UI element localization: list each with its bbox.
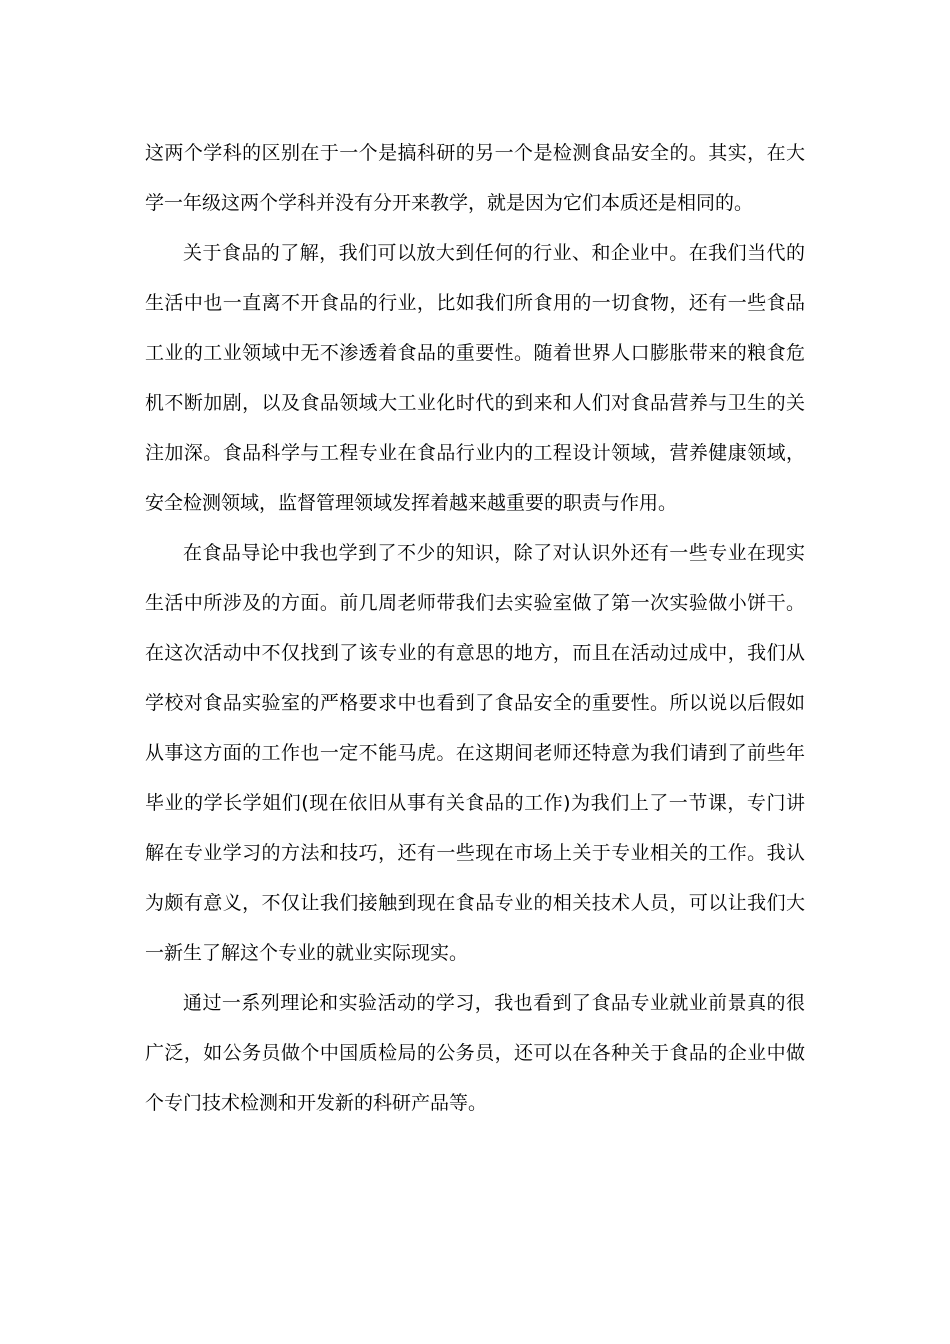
paragraph-4: 通过一系列理论和实验活动的学习，我也看到了食品专业就业前景真的很广泛，如公务员做个中国质检局的公务员，还可以在各种关于食品的企业中做个专门技术检测和开发新的科研产品等。 — [145, 992, 805, 1114]
paragraph-2: 关于食品的了解，我们可以放大到任何的行业、和企业中。在我们当代的生活中也一直离不开食品的行业，比如我们所食用的一切食物，还有一些食品工业的工业领域中无不渗透着食品的重要性。随着世界人口膨胀带来的粮食危机不断加剧，以及食品领域大工业化时代的到来和人们对食品营养与卫生的关注加深。食品科学与工程专业在食品行业内的工程设计领域，营养健康领域，安全检测领域，监督管理领域发挥着越来越重要的职责与作用。 — [145, 242, 805, 514]
document-body — [145, 128, 805, 1128]
paragraph-1: 这两个学科的区别在于一个是搞科研的另一个是检测食品安全的。其实，在大学一年级这两个学科并没有分开来教学，就是因为它们本质还是相同的。 — [145, 142, 805, 214]
paragraph-3: 在食品导论中我也学到了不少的知识，除了对认识外还有一些专业在现实生活中所涉及的方面。前几周老师带我们去实验室做了第一次实验做小饼干。在这次活动中不仅找到了该专业的有意思的地方，而且在活动过成中，我们从学校对食品实验室的严格要求中也看到了食品安全的重要性。所以说以后假如从事这方面的工作也一定不能马虎。在这期间老师还特意为我们请到了前些年毕业的学长学姐们(现在依旧从事有关食品的工作)为我们上了一节课，专门讲解在专业学习的方法和技巧，还有一些现在市场上关于专业相关的工作。我认为颇有意义，不仅让我们接触到现在食品专业的相关技术人员，可以让我们大一新生了解这个专业的就业实际现实。 — [145, 542, 805, 964]
